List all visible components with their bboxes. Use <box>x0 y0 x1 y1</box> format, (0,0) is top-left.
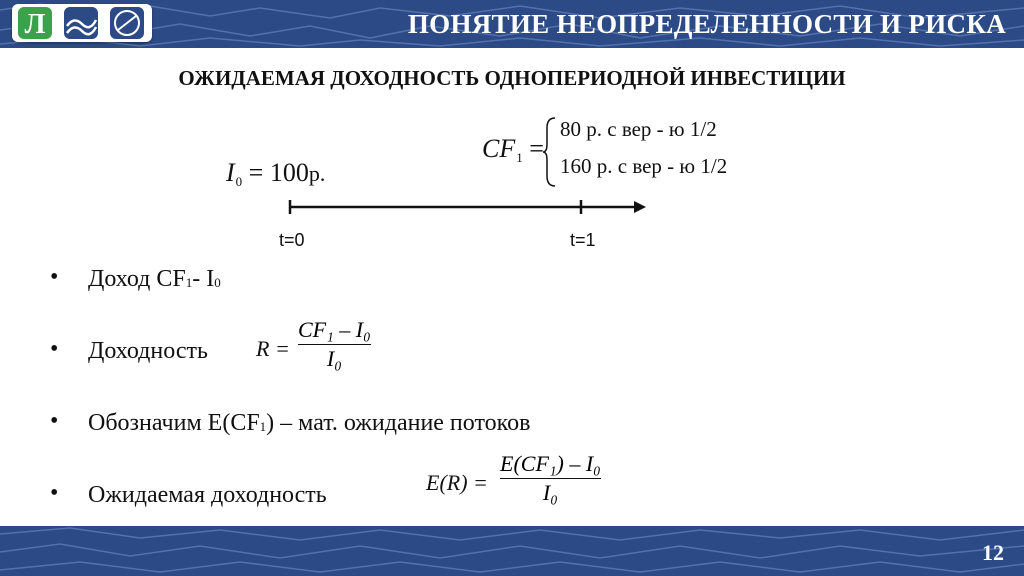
expected-return-numerator: E(CF₁) – I₀ <box>500 451 601 476</box>
investment-formula: I0 = 100р. <box>226 158 326 189</box>
expected-return-lhs: E(R) = <box>426 470 488 495</box>
slide-subtitle: ОЖИДАЕМАЯ ДОХОДНОСТЬ ОДНОПЕРИОДНОЙ ИНВЕСТИЦИИ <box>178 66 846 90</box>
bullet-marker: • <box>50 264 59 290</box>
logo-letter: Л <box>24 9 46 40</box>
expected-return-fraction <box>500 452 601 505</box>
expected-return-denominator: I₀ <box>542 480 558 506</box>
wave-pattern <box>0 526 1024 576</box>
bullet-income: Доход CF1- I0 <box>88 266 221 292</box>
header-band <box>0 0 1024 48</box>
t1-label: t=1 <box>570 230 596 250</box>
return-fraction <box>298 318 371 371</box>
bullet-expected-return: Ожидаемая доходность <box>88 482 327 508</box>
footer-band <box>0 526 1024 576</box>
brace <box>543 116 557 188</box>
timeline-axis <box>284 196 654 220</box>
return-lhs: R = <box>256 336 290 361</box>
institution-logo <box>12 4 152 42</box>
t0-label: t=0 <box>279 230 305 250</box>
cashflow-case-2: 160 р. с вер - ю 1/2 <box>560 154 728 178</box>
bullet-expectation: Обозначим E(CF1) – мат. ожидание потоков <box>88 410 531 436</box>
header-title: ПОНЯТИЕ НЕОПРЕДЕЛЕННОСТИ И РИСКА <box>407 9 1006 39</box>
bullet-return: Доходность <box>88 338 208 364</box>
cashflow-lhs: CF1 = <box>482 134 544 165</box>
return-numerator: CF₁ – I₀ <box>298 317 371 342</box>
bullet-marker: • <box>50 408 59 434</box>
cashflow-case-1: 80 р. с вер - ю 1/2 <box>560 117 717 141</box>
return-denominator: I₀ <box>326 346 342 372</box>
bullet-marker: • <box>50 480 59 506</box>
page-number: 12 <box>982 540 1004 565</box>
bullet-marker: • <box>50 336 59 362</box>
